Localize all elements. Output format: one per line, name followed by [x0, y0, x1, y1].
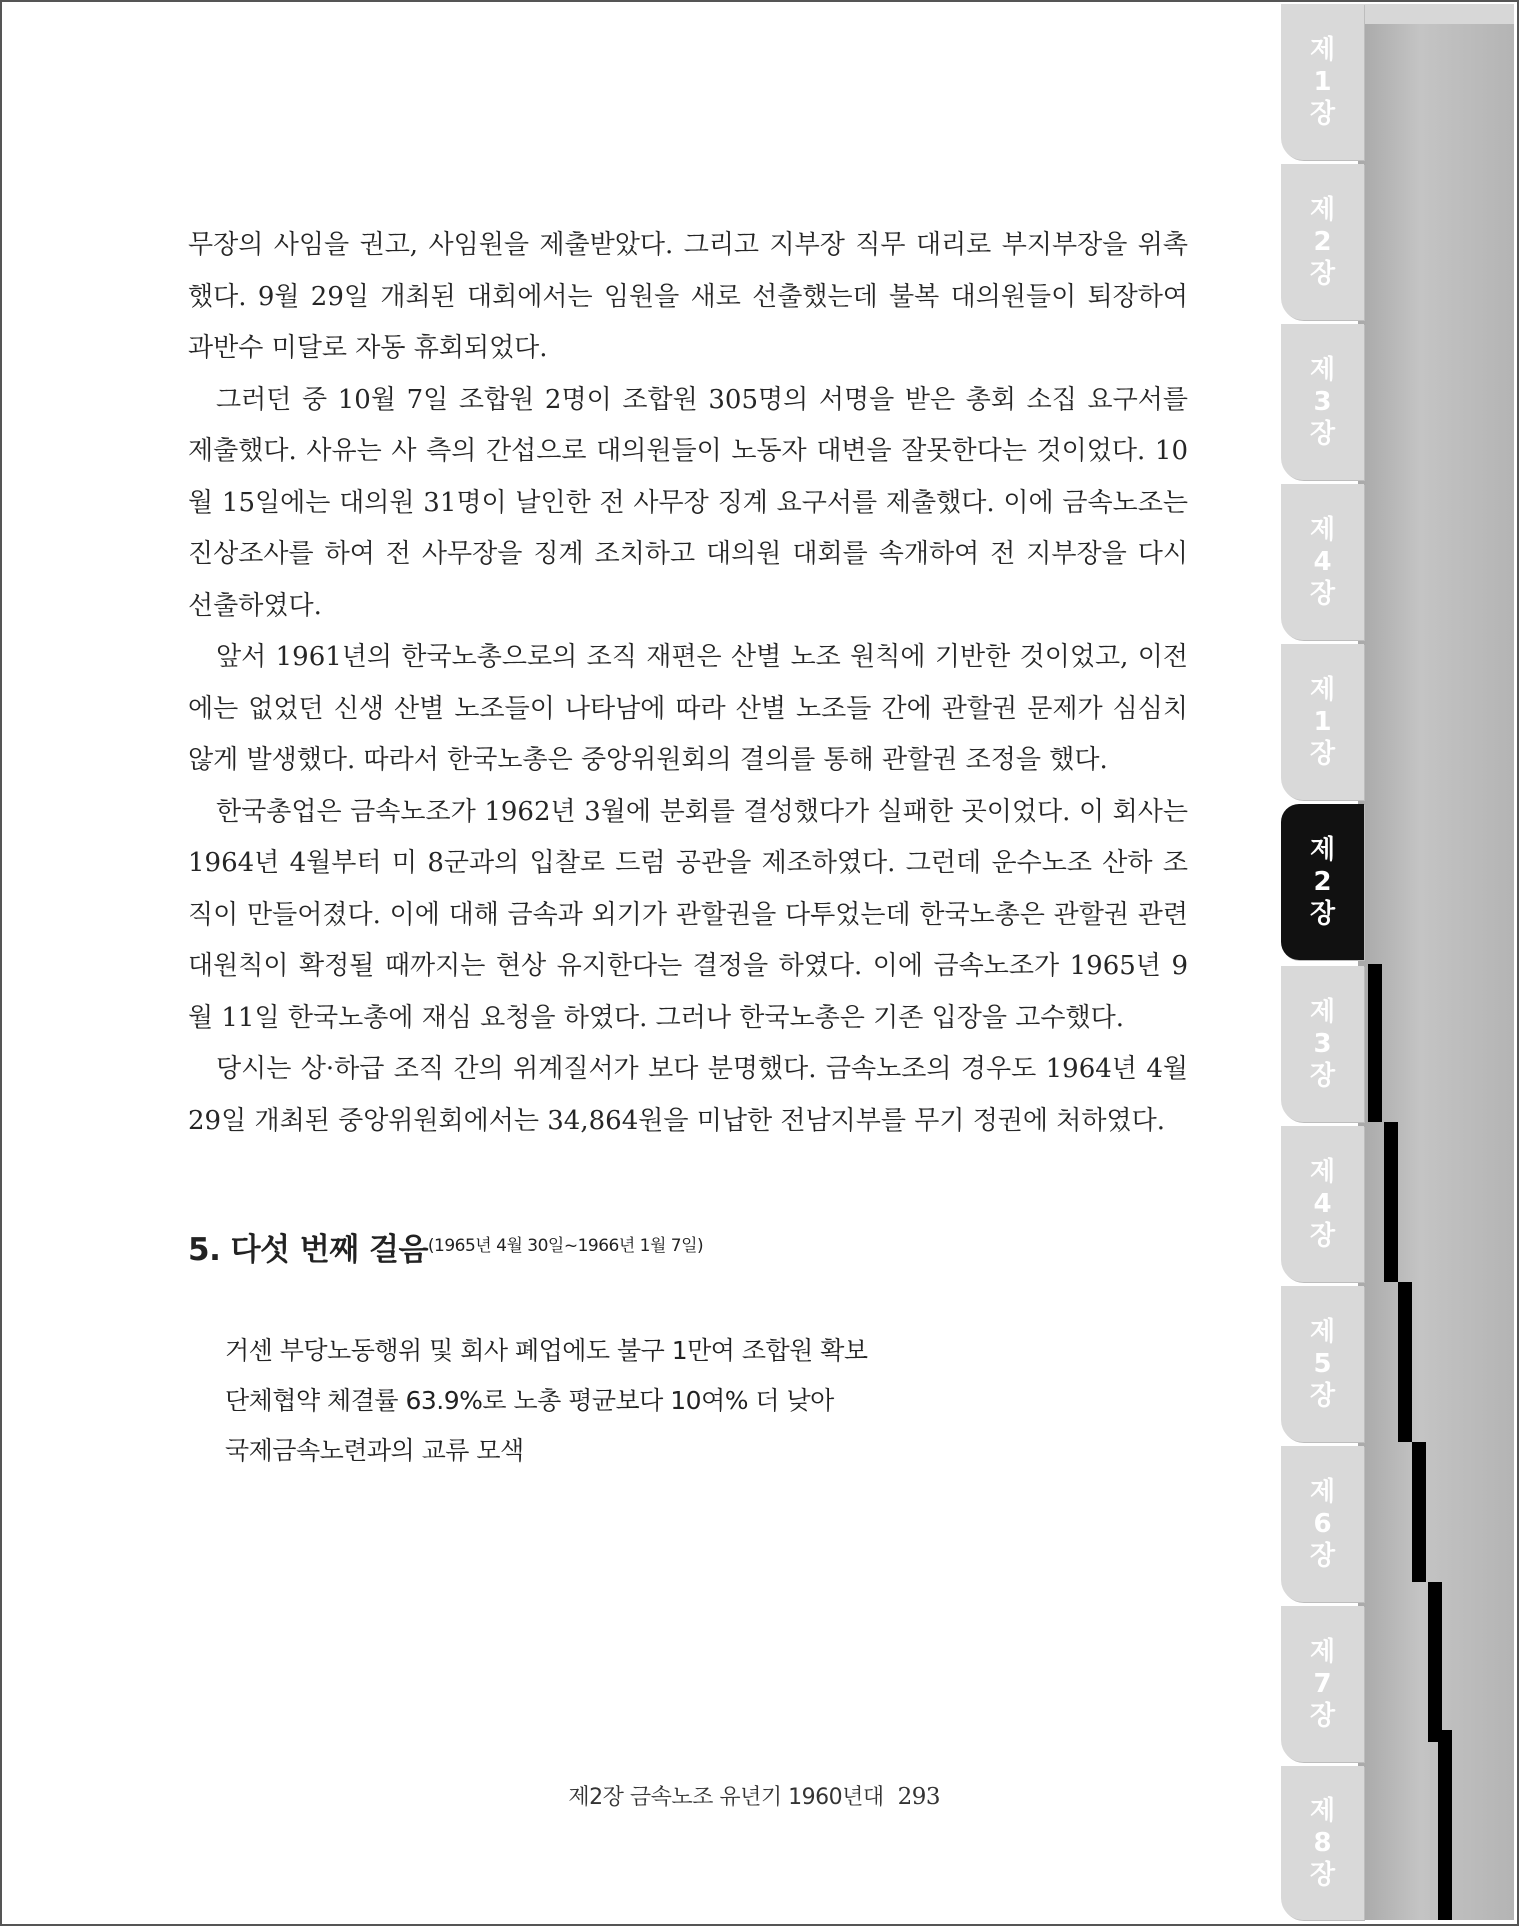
tab-number: 4 [1313, 547, 1332, 577]
tab-label: 장 [1309, 419, 1336, 449]
tab-number: 2 [1313, 867, 1332, 897]
chapter-tab[interactable] [1281, 966, 1364, 1122]
summary-line-3: 국제금속노련과의 교류 모색 [225, 1436, 524, 1465]
tab-label: 장 [1309, 1381, 1336, 1411]
tab-label: 장 [1309, 1541, 1336, 1571]
summary-line-1: 거센 부당노동행위 및 회사 폐업에도 불구 1만여 조합원 확보 [225, 1336, 868, 1365]
tab-number: 5 [1313, 1349, 1332, 1379]
edge-marker [1384, 1122, 1398, 1282]
tab-label: 제 [1309, 515, 1336, 545]
chapter-tab[interactable] [1281, 324, 1364, 480]
tab-label: 제 [1309, 1637, 1336, 1667]
body-text [188, 220, 1188, 1147]
tab-label: 제 [1309, 835, 1336, 865]
tab-number: 3 [1313, 1029, 1332, 1059]
tab-number: 1 [1313, 707, 1332, 737]
tab-label: 장 [1309, 99, 1336, 129]
chapter-tab[interactable] [1281, 1286, 1364, 1442]
tab-label: 장 [1309, 899, 1336, 929]
tab-label: 장 [1309, 579, 1336, 609]
edge-marker [1412, 1442, 1426, 1582]
edge-marker [1368, 964, 1382, 1122]
chapter-tab-active[interactable] [1281, 804, 1364, 960]
tab-number: 8 [1313, 1828, 1332, 1858]
chapter-tab[interactable] [1281, 164, 1364, 320]
section-summary [225, 1326, 868, 1476]
footer-chapter: 제2장 금속노조 유년기 1960년대 [568, 1785, 884, 1810]
chapter-tab[interactable] [1281, 1766, 1364, 1920]
tab-number: 2 [1313, 227, 1332, 257]
paragraph-4: 한국총업은 금속노조가 1962년 3월에 분회를 결성했다가 실패한 곳이었다. 이 회사는 1964년 4월부터 미 8군과의 입찰로 드럼 공관을 제조하였다. 그런데 운수노조 산하 조직이 만들어졌다. 이에 대해 금속과 외기가 관할권을 다투었는데 한국노총은 관할권 관련 대원칙이 확정될 때까지는 현상 유지한다는 결정을 하였다. 이에 금속노조가 1965년 9월 11일 한국노총에 재심 요청을 하였다. 그러나 한국노총은 기존 입장을 고수했다. [188, 796, 1188, 1033]
tab-label: 제 [1309, 1317, 1336, 1347]
page-edge-top [1358, 4, 1514, 24]
tab-label: 제 [1309, 997, 1336, 1027]
tab-label: 장 [1309, 739, 1336, 769]
chapter-tab[interactable] [1281, 484, 1364, 640]
section-heading [188, 1224, 703, 1269]
page-footer [568, 1780, 940, 1811]
chapter-tab[interactable] [1281, 1606, 1364, 1762]
tab-label: 장 [1309, 1701, 1336, 1731]
tab-label: 제 [1309, 1796, 1336, 1826]
edge-marker [1398, 1282, 1412, 1442]
paragraph-5: 당시는 상·하급 조직 간의 위계질서가 보다 분명했다. 금속노조의 경우도 1964년 4월 29일 개최된 중앙위원회에서는 34,864원을 미납한 전남지부를 무기 정권에 처하였다. [188, 1054, 1188, 1136]
tab-number: 3 [1313, 387, 1332, 417]
section-title: 5. 다섯 번째 걸음 [188, 1232, 428, 1268]
page-number: 293 [897, 1784, 940, 1810]
tab-label: 장 [1309, 1061, 1336, 1091]
chapter-tab[interactable] [1281, 4, 1364, 160]
paragraph-1: 무장의 사임을 권고, 사임원을 제출받았다. 그리고 지부장 직무 대리로 부지부장을 위촉했다. 9월 29일 개최된 대회에서는 임원을 새로 선출했는데 불복 대의원들이 퇴장하여 과반수 미달로 자동 휴회되었다. [188, 230, 1188, 363]
tab-label: 제 [1309, 355, 1336, 385]
paragraph-3: 앞서 1961년의 한국노총으로의 조직 재편은 산별 노조 원칙에 기반한 것이었고, 이전에는 없었던 신생 산별 노조들이 나타남에 따라 산별 노조들 간에 관할권 문제가 심심치 않게 발생했다. 따라서 한국노총은 중앙위원회의 결의를 통해 관할권 조정을 했다. [188, 642, 1188, 775]
edge-marker [1428, 1582, 1442, 1742]
tab-label: 장 [1309, 1221, 1336, 1251]
tab-label: 장 [1309, 1860, 1336, 1890]
edge-marker [1438, 1730, 1452, 1920]
summary-line-2: 단체협약 체결률 63.9%로 노총 평균보다 10여% 더 낮아 [225, 1386, 834, 1415]
chapter-tab[interactable] [1281, 1446, 1364, 1602]
tab-label: 제 [1309, 195, 1336, 225]
book-page [2, 2, 1280, 1922]
section-subtitle: (1965년 4월 30일~1966년 1월 7일) [427, 1236, 704, 1256]
chapter-tab[interactable] [1281, 1126, 1364, 1282]
tab-number: 4 [1313, 1189, 1332, 1219]
tab-label: 제 [1309, 1157, 1336, 1187]
paragraph-2: 그러던 중 10월 7일 조합원 2명이 조합원 305명의 서명을 받은 총회 소집 요구서를 제출했다. 사유는 사 측의 간섭으로 대의원들이 노동자 대변을 잘못한다는 것이었다. 10월 15일에는 대의원 31명이 날인한 전 사무장 징계 요구서를 제출했다. 이에 금속노조는 진상조사를 하여 전 사무장을 징계 조치하고 대의원 대회를 속개하여 전 지부장을 다시 선출하였다. [188, 384, 1188, 621]
tab-label: 제 [1309, 35, 1336, 65]
chapter-tab[interactable] [1281, 644, 1364, 800]
tab-label: 장 [1309, 259, 1336, 289]
tab-number: 6 [1313, 1509, 1332, 1539]
tab-label: 제 [1309, 675, 1336, 705]
tab-label: 제 [1309, 1477, 1336, 1507]
tab-number: 1 [1313, 67, 1332, 97]
tab-number: 7 [1313, 1669, 1332, 1699]
